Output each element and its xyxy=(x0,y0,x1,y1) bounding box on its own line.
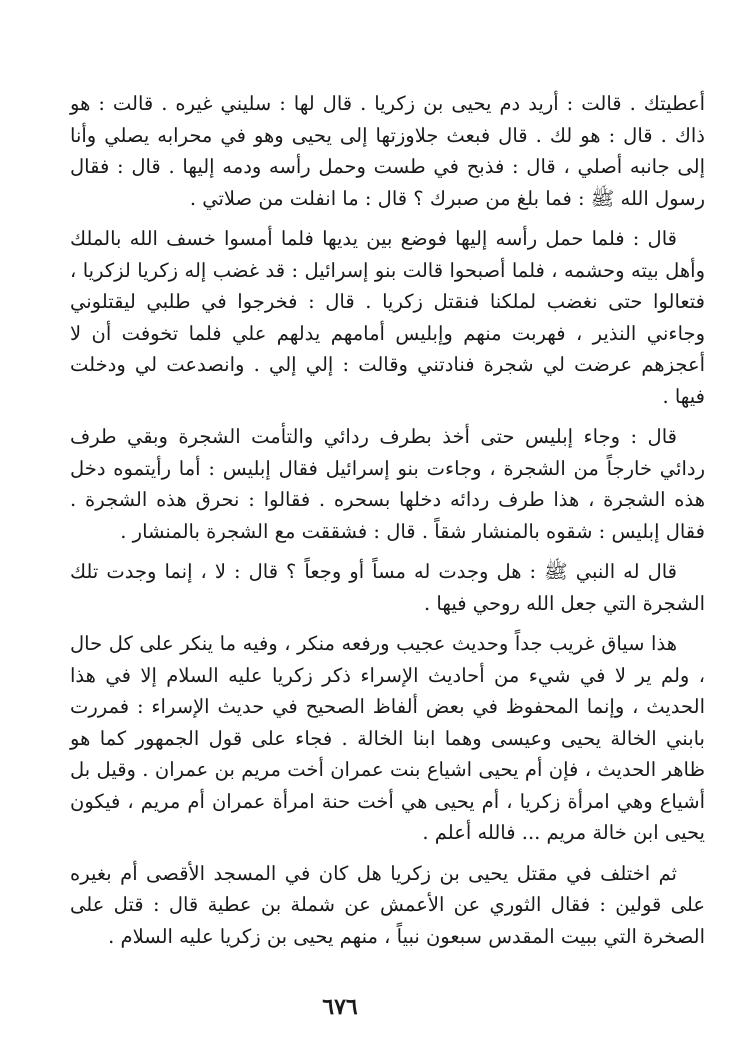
paragraph-1: أعطيتك . قالت : أريد دم يحيى بن زكريا . قال لها : سليني غيره . قالت : هو ذاك . قال : هو لك . قال فبعث جلاوزتها إلى يحيى وهو في محرابه يصلي وأنا إلى جانبه أصلي ، قال : فذبح في طست وحمل رأسه ودمه إليها . قال : فقال رسول الله ﷺ : فما بلغ من صبرك ؟ قال : ما انفلت من صلاتي . xyxy=(70,92,705,210)
paragraph-4: قال له النبي ﷺ : هل وجدت له مساً أو وجعاً ؟ قال : لا ، إنما وجدت تلك الشجرة التي جعل الله روحي فيها . xyxy=(70,560,705,615)
page-body xyxy=(70,88,705,961)
paragraph-2: قال : فلما حمل رأسه إليها فوضع بين يديها فلما أمسوا خسف الله بالملك وأهل بيته وحشمه ، فلما أصبحوا قالت بنو إسرائيل : قد غضب إله زكريا لزكريا ، فتعالوا حتى نغضب لملكنا فنقتل زكريا . قال : فخرجوا في طلبي ليقتلوني وجاءني النذير ، فهربت منهم وإبليس أمامهم يدلهم علي فلما تخوفت أن لا أعجزهم عرضت لي شجرة فنادتني وقالت : إلي إلي . وانصدعت لي ودخلت فيها . xyxy=(70,227,705,408)
paragraph-5: هذا سياق غريب جداً وحديث عجيب ورفعه منكر ، وفيه ما ينكر على كل حال ، ولم ير لا في شيء من أحاديث الإسراء ذكر زكريا عليه السلام إلا في هذا الحديث ، وإنما المحفوظ في بعض ألفاظ الصحيح في حديث الإسراء : فمررت بابني الخالة يحيى وعيسى وهما ابنا الخالة . فجاء على قول الجمهور كما هو ظاهر الحديث ، فإن أم يحيى اشياع بنت عمران أخت مريم بن عمران . وقيل بل أشياع وهي امرأة زكريا ، أم يحيى هي أخت حنة امرأة عمران أم مريم ، فيكون يحيى ابن خالة مريم ... فالله أعلم . xyxy=(70,632,705,844)
paragraph-6: ثم اختلف في مقتل يحيى بن زكريا هل كان في المسجد الأقصى أم بغيره على قولين : فقال الثوري عن الأعمش عن شملة بن عطية قال : قتل على الصخرة التي ببيت المقدس سبعون نبياً ، منهم يحيى بن زكريا عليه السلام . xyxy=(70,861,705,948)
paragraph-3: قال : وجاء إبليس حتى أخذ بطرف ردائي والتأمت الشجرة وبقي طرف ردائي خارجاً من الشجرة ، وجاءت بنو إسرائيل فقال إبليس : أما رأيتموه دخل هذه الشجرة ، هذا طرف ردائه دخلها بسحره . فقالوا : نحرق هذه الشجرة . فقال إبليس : شقوه بالمنشار شقاً . قال : فشققت مع الشجرة بالمنشار . xyxy=(70,425,705,543)
page-number: ٦٧٦ xyxy=(322,994,358,1020)
